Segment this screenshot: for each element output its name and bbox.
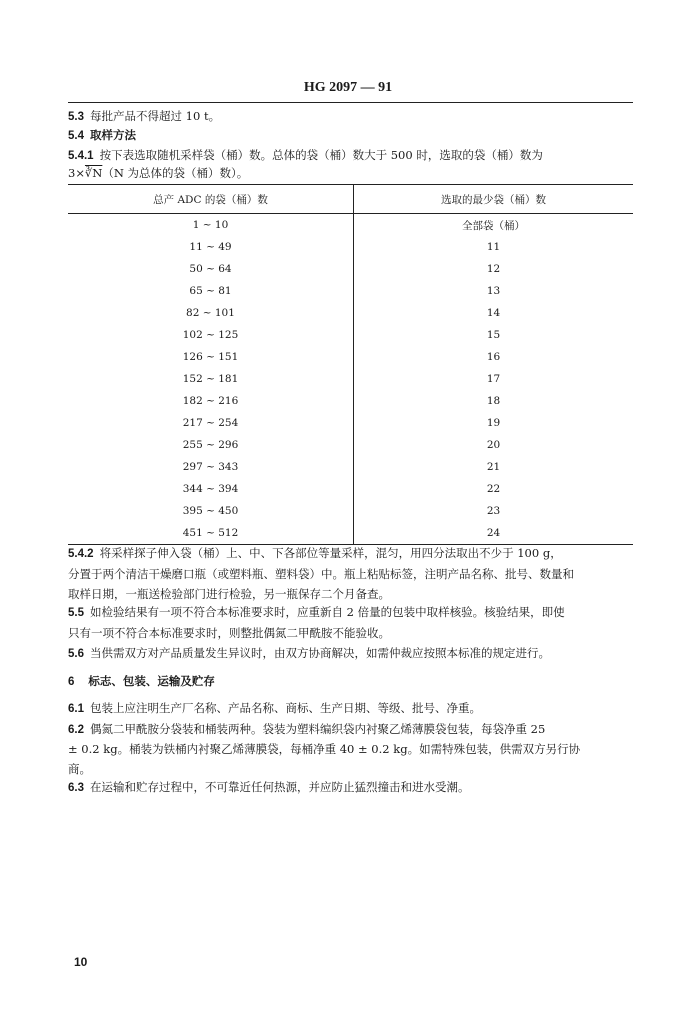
table-row [68,456,633,478]
clause-number: 5.4.2 [68,548,94,560]
clause-5-5 [68,604,634,620]
table-cell: 22 [486,483,501,495]
table-cell: 14 [486,307,501,319]
table-cell: 全部袋（桶） [462,219,525,232]
section-number: 6 [68,676,75,688]
clause-number: 6.3 [68,782,84,794]
clause-text: 在运输和贮存过程中，不可靠近任何热源，并应防止猛烈撞击和进水受潮。 [90,780,470,794]
table-row [68,280,633,302]
table-row [68,434,633,456]
clause-6-3 [68,779,634,795]
clause-text: 包装上应注明生产厂名称、产品名称、商标、生产日期、等级、批号、净重。 [90,701,481,715]
clause-number: 5.5 [68,607,84,619]
table-header-row [68,185,633,214]
table-cell: 65 ~ 81 [68,280,354,302]
clause-6-2-cont [68,761,634,777]
page-number: 10 [74,955,88,969]
table-cell: 126 ~ 151 [68,346,354,368]
clause-5-4-heading [68,127,634,143]
table-cell: 20 [486,439,501,451]
clause-text: 按下表选取随机采样袋（桶）数。总体的袋（桶）数大于 500 时，选取的袋（桶）数为 [99,148,543,162]
table-cell: 451 ~ 512 [68,522,354,545]
table-cell: 11 ~ 49 [68,236,354,258]
clause-number: 5.6 [68,648,84,660]
table-cell: 217 ~ 254 [68,412,354,434]
standard-number-header: HG 2097 — 91 [303,80,393,95]
clause-5-4-1-cont [68,165,634,181]
clause-5-3 [68,108,634,124]
clause-text: 如检验结果有一项不符合本标准要求时，应重新自 2 倍量的包装中取样核验。核验结果，即使 [90,605,565,619]
clause-number: 5.4 [68,130,84,142]
clause-number: 6.1 [68,703,84,715]
clause-number: 6.2 [68,724,84,736]
table-cell: 11 [486,241,501,253]
column-header-min-selected: 选取的最少袋（桶）数 [354,185,634,214]
table-row [68,324,633,346]
table-cell: 17 [486,373,501,385]
clause-text: 每批产品不得超过 10 t。 [90,109,221,123]
clause-text: 取样日期，一瓶送检验部门进行检验，另一瓶保存二个月备查。 [68,587,390,601]
table-cell: 102 ~ 125 [68,324,354,346]
clause-5-4-2 [68,545,634,561]
clause-5-4-2-cont [68,586,634,602]
clause-5-4-1 [68,147,634,163]
clause-text: 商。 [68,762,91,776]
formula-prefix: 3× [68,166,85,180]
table-cell: 50 ~ 64 [68,258,354,280]
clause-5-6 [68,645,634,661]
section-title: 取样方法 [90,128,136,142]
table-row [68,236,633,258]
table-row [68,390,633,412]
table-row [68,346,633,368]
header-rule [68,102,633,103]
clause-5-5-cont [68,625,634,641]
section-title: 标志、包装、运输及贮存 [88,674,215,688]
table-cell: 297 ~ 343 [68,456,354,478]
clause-number: 5.3 [68,111,84,123]
table-cell: 18 [486,395,501,407]
table-row [68,522,633,545]
clause-text: ± 0.2 kg。桶装为铁桶内衬聚乙烯薄膜袋，每桶净重 40 ± 0.2 kg。如需特殊包装，供需双方另行协 [68,742,581,756]
table-row [68,412,633,434]
clause-6-2 [68,721,634,737]
cube-root-formula: ∛N [84,166,103,180]
table-row [68,368,633,390]
section-6-heading [68,673,634,689]
table-cell: 13 [486,285,501,297]
clause-text: 当供需双方对产品质量发生异议时，由双方协商解决，如需仲裁应按照本标准的规定进行。 [90,646,550,660]
table-cell: 21 [486,461,501,473]
table-cell: 1 ~ 10 [68,214,354,237]
table-cell: 182 ~ 216 [68,390,354,412]
table-cell: 12 [486,263,501,275]
sampling-table [68,184,633,545]
table-cell: 152 ~ 181 [68,368,354,390]
table-row [68,258,633,280]
clause-5-4-2-cont [68,566,634,582]
clause-number: 5.4.1 [68,150,94,162]
table-cell: 24 [354,522,634,545]
table-cell: 255 ~ 296 [68,434,354,456]
clause-text: 偶氮二甲酰胺分袋装和桶装两种。袋装为塑料编织袋内衬聚乙烯薄膜袋包装，每袋净重 25 [90,722,546,736]
table-cell: 395 ~ 450 [68,500,354,522]
table-cell: 344 ~ 394 [68,478,354,500]
column-header-total-bags: 总产 ADC 的袋（桶）数 [68,185,354,214]
clause-6-2-cont [68,741,634,757]
table-cell: 15 [486,329,501,341]
clause-text: 将采样探子伸入袋（桶）上、中、下各部位等量采样，混匀，用四分法取出不少于 100 g， [99,546,562,560]
table-cell: 16 [486,351,501,363]
clause-text: 分置于两个清洁干燥磨口瓶（或塑料瓶、塑料袋）中。瓶上粘贴标签，注明产品名称、批号、数量和 [68,567,574,581]
clause-text: 只有一项不符合本标准要求时，则整批偶氮二甲酰胺不能验收。 [68,626,390,640]
table-row [68,302,633,324]
table-row [68,214,633,237]
table-row [68,500,633,522]
table-cell: 82 ~ 101 [68,302,354,324]
table-row [68,478,633,500]
clause-6-1 [68,700,634,716]
formula-note: （N 为总体的袋（桶）数）。 [102,166,249,180]
table-cell: 19 [486,417,501,429]
table-cell: 23 [486,505,501,517]
